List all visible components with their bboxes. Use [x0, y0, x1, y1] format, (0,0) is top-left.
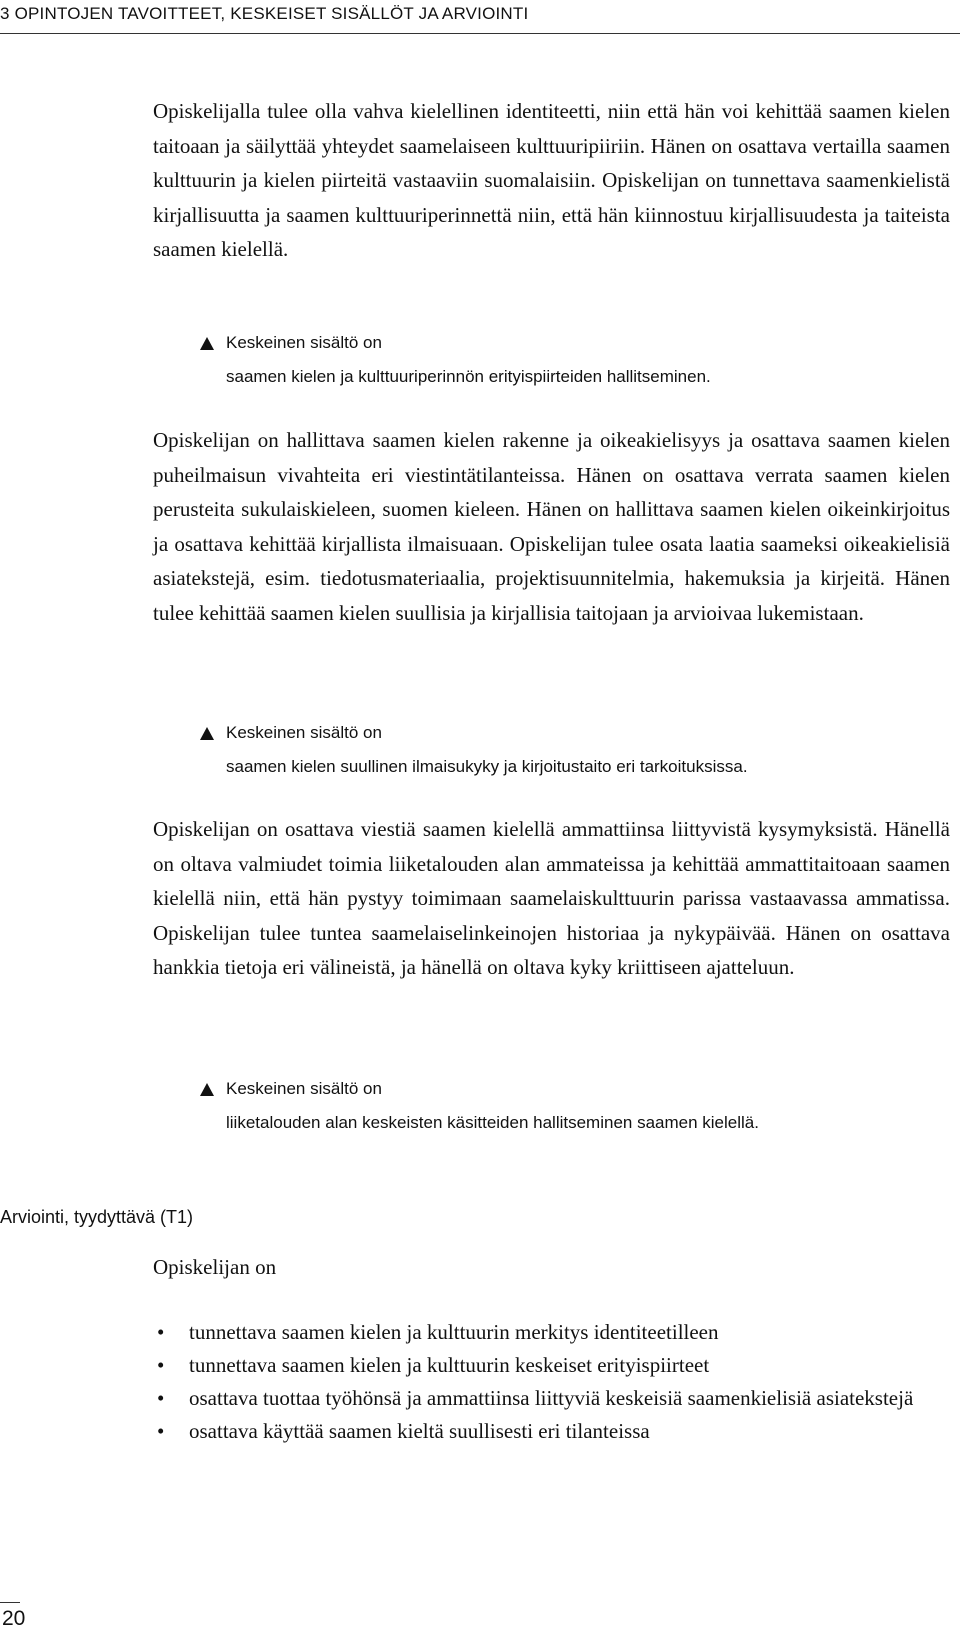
key-content-label: Keskeinen sisältö on [226, 723, 382, 742]
triangle-marker-icon [200, 727, 214, 740]
key-content-text: liiketalouden alan keskeisten käsitteiden hallitseminen saamen kielellä. [226, 1113, 759, 1132]
list-item-text: tunnettava saamen kielen ja kulttuurin merkitys identiteetilleen [189, 1320, 719, 1344]
running-header: 3 OPINTOJEN TAVOITTEET, KESKEISET SISÄLLÖT JA ARVIOINTI [0, 4, 529, 23]
triangle-marker-icon [200, 1083, 214, 1096]
key-content-text: saamen kielen ja kulttuuriperinnön erityispiirteiden hallitseminen. [226, 367, 711, 386]
list-item-text: osattava tuottaa työhönsä ja ammattiinsa liittyviä keskeisiä saamenkielisiä asiatekstejä [189, 1386, 914, 1410]
bullet-icon: • [157, 1419, 165, 1443]
header-rule [0, 33, 960, 34]
body-paragraph-1: Opiskelijalla tulee olla vahva kielellinen identiteetti, niin että hän voi kehittää saamen kielen taitoaan ja säilyttää yhteydet saamelaiseen kulttuuripiiriin. Hänen on osattava vertailla saamen kulttuurin ja kielen piirteitä vastaaviin suomalaisiin. Opiskelijan on tunnettava saamenkielistä kirjallisuutta ja saamen kulttuuriperinnettä niin, että hän kiinnostuu kirjallisuudesta ja taiteista saamen kielellä. [153, 99, 950, 261]
body-paragraph-3: Opiskelijan on osattava viestiä saamen kielellä ammattiinsa liittyvistä kysymyksistä. Hänellä on oltava valmiudet toimia liiketalouden alan ammateissa ja kehittää ammattitaitoaan saamen kielellä niin, että hän pystyy toimimaan saamelaiskulttuurin parissa vastaavassa ammatissa. Opiskelijan tulee tuntea saamelaiselinkeinojen historiaa ja nykypäivää. Hänen on osattava hankkia tietoja eri välineistä, ja hänellä on oltava kyky kriittiseen ajatteluun. [153, 817, 950, 979]
key-content-3 [155, 1072, 955, 1140]
page-number: 20 [2, 1607, 26, 1630]
list-item-text: osattava käyttää saamen kieltä suullisesti eri tilanteissa [189, 1419, 650, 1443]
key-content-1 [155, 326, 955, 394]
list-item-text: tunnettava saamen kielen ja kulttuurin keskeiset erityispiirteet [189, 1353, 710, 1377]
list-item [153, 1415, 933, 1448]
body-paragraph-2: Opiskelijan on hallittava saamen kielen rakenne ja oikeakielisyys ja osattava saamen kielen puheilmaisun vivahteita eri viestintätilanteissa. Hänen on osattava verrata saamen kielen perusteita sukulaiskieleen, suomen kieleen. Hänen on hallittava saamen kielen oikeinkirjoitus ja osattava kehittää kirjallista ilmaisuaan. Opiskelijan tulee osata laatia saameksi oikeakielisiä asiatekstejä, esim. tiedotusmateriaalia, projektisuunnitelmia, hakemuksia ja kirjeitä. Hänen tulee kehittää saamen kielen suullisia ja kirjallisia taitojaan ja arvioivaa lukemistaan. [153, 428, 950, 625]
bullet-icon: • [157, 1320, 165, 1344]
key-content-2 [155, 716, 955, 784]
bullet-icon: • [157, 1386, 165, 1410]
assessment-list [153, 1316, 933, 1448]
assessment-heading: Arviointi, tyydyttävä (T1) [0, 1207, 194, 1227]
list-item [153, 1382, 933, 1415]
key-content-label: Keskeinen sisältö on [226, 1079, 382, 1098]
key-content-label: Keskeinen sisältö on [226, 333, 382, 352]
triangle-marker-icon [200, 337, 214, 350]
bullet-icon: • [157, 1353, 165, 1377]
footer-rule [0, 1602, 20, 1603]
key-content-text: saamen kielen suullinen ilmaisukyky ja kirjoitustaito eri tarkoituksissa. [226, 757, 748, 776]
list-item [153, 1349, 933, 1382]
list-item [153, 1316, 933, 1349]
assessment-intro: Opiskelijan on [153, 1255, 277, 1279]
